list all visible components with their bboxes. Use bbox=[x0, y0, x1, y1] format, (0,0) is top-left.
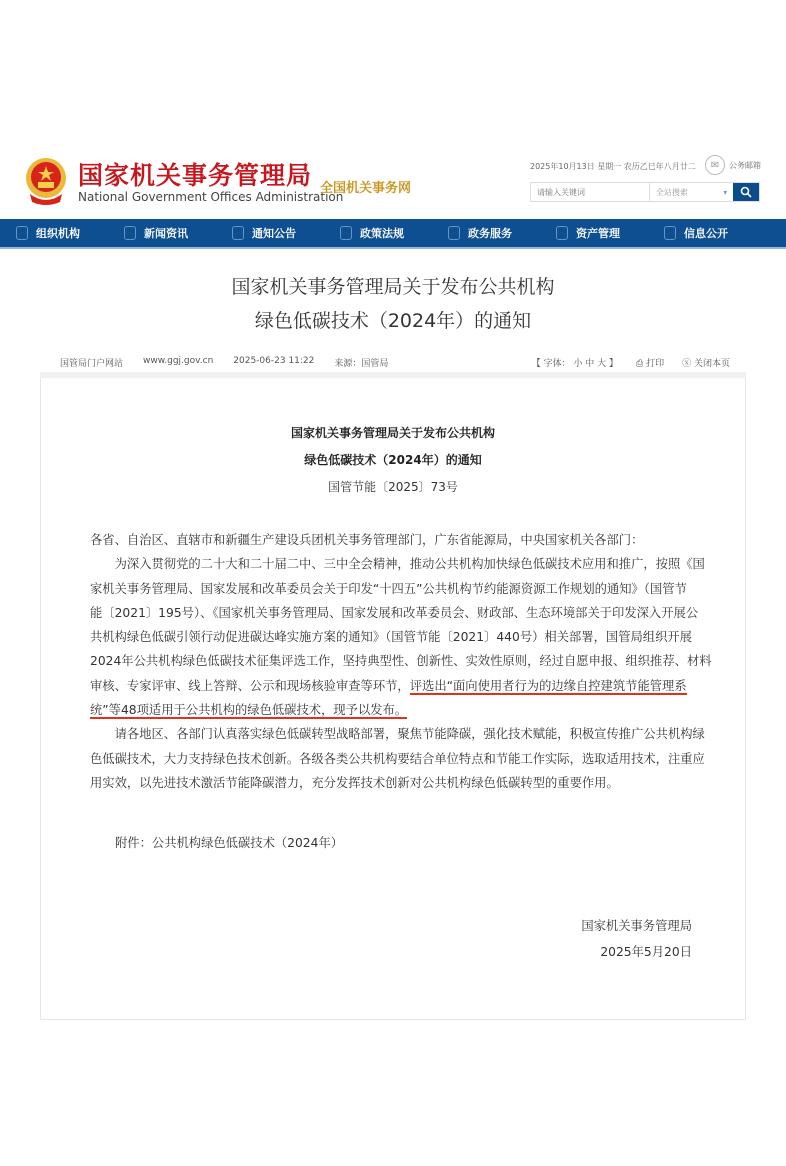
text-line: 能〔2021〕195号）、《国家机关事务管理局、国家发展和改革委员会、财政部、生态环境部关于印发深入开展公 bbox=[90, 605, 699, 620]
nav-news[interactable] bbox=[118, 219, 226, 247]
document-title bbox=[0, 420, 786, 474]
page-title bbox=[0, 270, 786, 338]
signature-block bbox=[581, 913, 692, 965]
current-date: 2025年10月13日 星期一 农历乙巳年八月廿二 bbox=[530, 162, 696, 171]
text-line: 2024年公共机构绿色低碳技术征集评选工作，坚持典型性、创新性、实效性原则，经过自愿申报、组织推荐、材料 bbox=[90, 654, 712, 669]
nav-label: 新闻资讯 bbox=[144, 227, 188, 240]
national-emblem-icon bbox=[24, 156, 68, 206]
search-scope-select[interactable] bbox=[650, 183, 733, 201]
bell-icon bbox=[232, 226, 244, 240]
nav-policy[interactable] bbox=[334, 219, 442, 247]
text-line: 色低碳技术，大力支持绿色技术创新。各级各类公共机构要结合单位特点和节能工作实际，选取适用技术，注重应 bbox=[90, 751, 705, 766]
salutation: 各省、自治区、直辖市和新疆生产建设兵团机关事务管理部门，广东省能源局，中央国家机关各部门： bbox=[90, 533, 644, 547]
search-scope-value: 全站搜索 bbox=[655, 187, 688, 197]
info-icon bbox=[664, 226, 676, 240]
main-nav bbox=[0, 219, 786, 249]
meta-site: 国管局门户网站 bbox=[60, 359, 124, 369]
signer: 国家机关事务管理局 bbox=[581, 919, 692, 933]
mail-label: 公务邮箱 bbox=[729, 160, 761, 170]
attachment-link[interactable]: 附件：公共机构绿色低碳技术（2024年） bbox=[115, 836, 344, 850]
font-size-control[interactable]: 【 字体： 小 中 大 】 bbox=[531, 359, 619, 369]
search-button[interactable] bbox=[733, 183, 759, 201]
close-page-button[interactable] bbox=[682, 356, 730, 369]
logo-title[interactable]: 国家机关事务管理局 bbox=[78, 161, 313, 190]
search-icon bbox=[740, 186, 752, 198]
site-header bbox=[0, 150, 786, 218]
nav-label: 信息公开 bbox=[684, 227, 728, 240]
meta-source: 来源：国管局 bbox=[334, 359, 389, 369]
doc-title-line: 国家机关事务管理局关于发布公共机构 bbox=[290, 426, 495, 440]
nav-notice[interactable] bbox=[226, 219, 334, 247]
nav-label: 通知公告 bbox=[252, 227, 296, 240]
nav-label: 政务服务 bbox=[468, 227, 512, 240]
text-line: 为深入贯彻党的二十大和二十届二中、三中全会精神，推动公共机构加快绿色低碳技术应用和推广，按照《国 bbox=[90, 557, 705, 572]
meta-time: 2025-06-23 11:22 bbox=[233, 356, 315, 366]
grid-icon bbox=[556, 226, 568, 240]
text-line: 请各地区、各部门认真落实绿色低碳转型战略部署，聚焦节能降碳，强化技术赋能，积极宣传推广公共机构绿 bbox=[90, 727, 705, 742]
nav-label: 组织机构 bbox=[36, 227, 80, 240]
doc-title-line: 绿色低碳技术（2024年）的通知 bbox=[304, 453, 482, 467]
close-icon: ⓧ bbox=[682, 359, 694, 369]
article-text bbox=[90, 528, 712, 795]
meta-url: www.ggj.gov.cn bbox=[143, 356, 214, 366]
print-button[interactable] bbox=[636, 356, 664, 369]
search-bar bbox=[530, 182, 760, 202]
nav-org[interactable] bbox=[10, 219, 118, 247]
close-label: 关闭本页 bbox=[693, 359, 730, 369]
logo-subtitle: National Government Offices Administration bbox=[78, 190, 344, 204]
nav-label: 资产管理 bbox=[576, 227, 620, 240]
chevron-down-icon: ▾ bbox=[723, 187, 728, 197]
highlighted-text: 统”等48项适用于公共机构的绿色低碳技术，现予以发布。 bbox=[90, 703, 408, 718]
heart-icon bbox=[448, 226, 460, 240]
article-meta bbox=[60, 356, 730, 369]
news-icon bbox=[124, 226, 136, 240]
printer-icon: ⎙ bbox=[636, 359, 647, 369]
text-line: 用实效，以先进技术激活节能降碳潜力，充分发挥技术创新对公共机构绿色低碳转型的重要作用。 bbox=[90, 775, 619, 790]
text-line: 共机构绿色低碳引领行动促进碳达峰实施方案的通知》（国管节能〔2021〕440号）相关部署，国管局组织开展 bbox=[90, 630, 692, 645]
org-icon bbox=[16, 226, 28, 240]
search-input[interactable] bbox=[531, 183, 650, 201]
highlighted-text: 评选出“面向使用者行为的边缘自控建筑节能管理系 bbox=[409, 678, 687, 693]
mail-link[interactable] bbox=[705, 155, 761, 175]
title-line: 绿色低碳技术（2024年）的通知 bbox=[254, 310, 532, 332]
print-label: 打印 bbox=[646, 359, 665, 369]
nav-service[interactable] bbox=[442, 219, 550, 247]
nav-info[interactable] bbox=[658, 219, 766, 247]
nav-label: 政策法规 bbox=[360, 227, 404, 240]
document-number: 国管节能〔2025〕73号 bbox=[328, 480, 458, 494]
subsite-link[interactable]: 全国机关事务网 bbox=[320, 181, 412, 196]
text-line bbox=[90, 698, 700, 722]
sign-date: 2025年5月20日 bbox=[600, 945, 692, 959]
title-line: 国家机关事务管理局关于发布公共机构 bbox=[231, 276, 555, 298]
text-line bbox=[90, 674, 700, 698]
document-icon bbox=[340, 226, 352, 240]
text-segment: 审核、专家评审、线上答辩、公示和现场核验审查等环节， bbox=[90, 678, 410, 693]
mail-icon: ✉ bbox=[705, 155, 725, 175]
text-line: 家机关事务管理局、国家发展和改革委员会关于印发“十四五”公共机构节约能源资源工作规划的通知》（国管节 bbox=[90, 581, 687, 596]
nav-assets[interactable] bbox=[550, 219, 658, 247]
